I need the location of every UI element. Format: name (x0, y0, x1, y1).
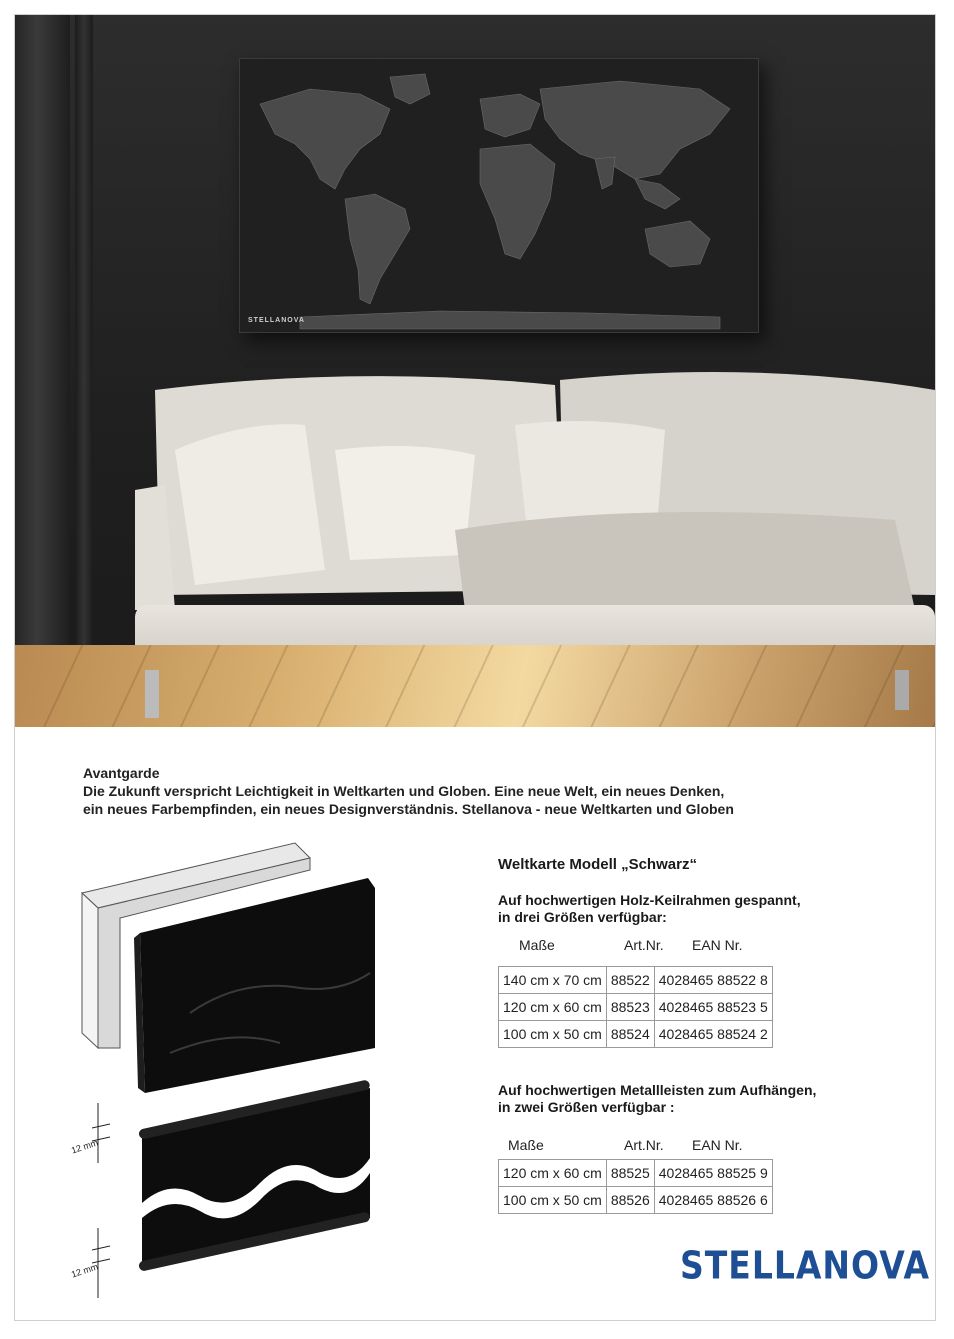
size-cell: 120 cm x 60 cm (499, 994, 607, 1021)
table-row (499, 1160, 773, 1187)
living-room-photo (15, 15, 935, 727)
art-cell: 88522 (606, 967, 654, 994)
section-1-col-ean: EAN Nr. (692, 937, 743, 953)
map-brand-label: STELLANOVA (248, 317, 305, 324)
world-map-canvas (239, 58, 759, 333)
section-2-col-art: Art.Nr. (624, 1137, 664, 1153)
size-cell: 100 cm x 50 cm (499, 1187, 607, 1214)
art-cell: 88526 (606, 1187, 654, 1214)
section-2-title-line-1: Auf hochwertigen Metallleisten zum Aufhängen, (498, 1082, 817, 1098)
art-cell: 88523 (606, 994, 654, 1021)
section-1-table (498, 966, 773, 1048)
wall-molding (15, 15, 70, 655)
dimension-label-bottom: 12 mm (70, 1261, 100, 1280)
size-cell: 140 cm x 70 cm (499, 967, 607, 994)
mounting-diagram (70, 838, 390, 1308)
section-2-table (498, 1159, 773, 1214)
ean-cell: 4028465 88526 6 (654, 1187, 772, 1214)
size-cell: 120 cm x 60 cm (499, 1160, 607, 1187)
intro-line-1: Die Zukunft verspricht Leichtigkeit in Weltkarten und Globen. Eine neue Welt, ein neues Denken, (83, 783, 725, 799)
size-cell: 100 cm x 50 cm (499, 1021, 607, 1048)
table-row (499, 967, 773, 994)
ean-cell: 4028465 88523 5 (654, 994, 772, 1021)
table-row (499, 994, 773, 1021)
section-1-col-size: Maße (519, 937, 555, 953)
intro-heading: Avantgarde (83, 765, 160, 781)
ean-cell: 4028465 88525 9 (654, 1160, 772, 1187)
art-cell: 88525 (606, 1160, 654, 1187)
section-1-title-line-1: Auf hochwertigen Holz-Keilrahmen gespannt, (498, 892, 801, 908)
section-2-title-line-2: in zwei Größen verfügbar : (498, 1099, 675, 1115)
product-title: Weltkarte Modell „Schwarz“ (498, 856, 697, 873)
table-row (499, 1187, 773, 1214)
intro-text (83, 764, 903, 818)
section-1-title (498, 892, 801, 926)
section-2-title (498, 1082, 816, 1116)
section-1-title-line-2: in drei Größen verfügbar: (498, 909, 667, 925)
dimension-label-top: 12 mm (70, 1137, 100, 1156)
art-cell: 88524 (606, 1021, 654, 1048)
section-2-col-size: Maße (508, 1137, 544, 1153)
sofa-leg-right (895, 670, 909, 710)
wall-molding-inner (75, 15, 93, 655)
table-row (499, 1021, 773, 1048)
section-2-col-ean: EAN Nr. (692, 1137, 743, 1153)
ean-cell: 4028465 88524 2 (654, 1021, 772, 1048)
sofa-back-cushions (135, 370, 935, 610)
ean-cell: 4028465 88522 8 (654, 967, 772, 994)
sofa-leg-left (145, 670, 159, 718)
frame-illustration (70, 838, 390, 1308)
intro-line-2: ein neues Farbempfinden, ein neues Designverständnis. Stellanova - neue Weltkarten und Globen (83, 801, 734, 817)
section-1-col-art: Art.Nr. (624, 937, 664, 953)
stellanova-logo: STELLANOVA (680, 1243, 931, 1288)
world-map-shapes (240, 59, 758, 332)
